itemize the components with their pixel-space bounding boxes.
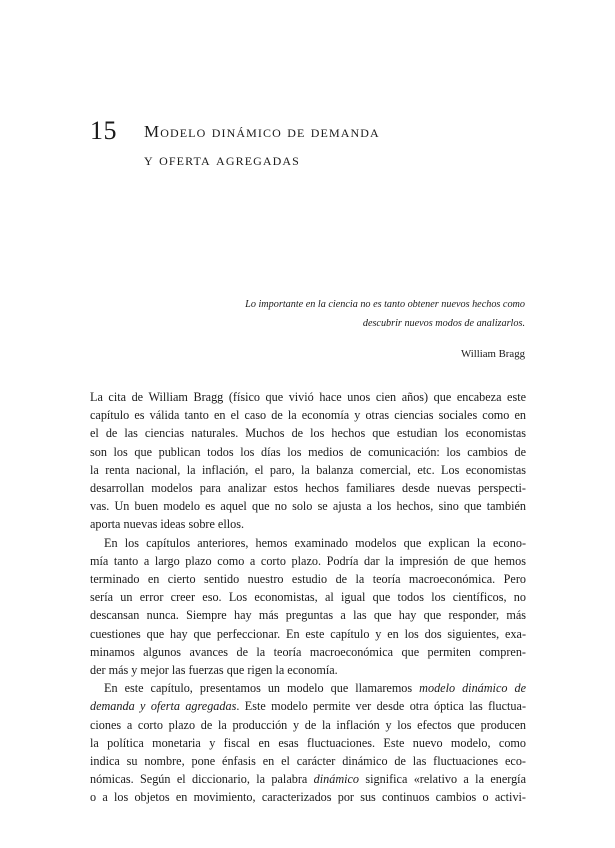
epigraph-author: William Bragg [460,348,525,360]
text-line: la renta nacional, la inflación, el paro, la balanza comercial, etc. Los economistas [90,462,526,477]
chapter-title-line: Modelo dinámico de demanda [144,122,380,141]
text-line [90,697,526,715]
chapter-title-line: y oferta agregadas [144,150,300,169]
text-line: La cita de William Bragg (físico que vivió hace unos cien años) que encabeza este [90,390,526,404]
text-line: desarrollan modelos para analizar estos hechos familiares desde nuevas perspecti- [90,481,526,496]
text-line: descansan nunca. Siempre hay más preguntas a las que hay que responder, más [90,608,526,623]
text-line: la política monetaria y fiscal en esas fluctuaciones. Este nuevo modelo, como [90,735,526,750]
text-run: En este capítulo, presentamos un modelo que llamaremos [104,681,420,696]
chapter-number: 15 [90,116,117,145]
text-line: En los capítulos anteriores, hemos examinado modelos que explican la econo- [104,535,526,550]
text-line [90,770,526,788]
chapter-title [144,118,544,174]
text-line: minamos algunos avances de la teoría macroeconómica que permiten compren- [90,644,526,659]
paragraph [90,679,526,806]
epigraph-line: Lo importante en la ciencia no es tanto obtener nuevos hechos como [245,299,525,310]
text-run: nómicas. Según el diccionario, la palabra [90,772,314,787]
text-line: aporta nuevas ideas sobre ellos. [90,517,244,532]
text-line [90,679,526,697]
epigraph-quote [200,295,525,333]
italic-term: dinámico [313,772,360,787]
text-line: cuestiones que hay que perfeccionar. En este capítulo y en los dos siguientes, exa- [90,626,526,641]
paragraph [90,534,526,680]
text-run: significa «relativo a la energía [359,772,526,787]
text-line: son los que publican todos los días los medios de comunicación: los cambios de [90,444,526,459]
italic-term: modelo dinámico de [419,681,526,696]
text-line: mía tanto a largo plazo como a corto plazo. Podría dar la impresión de que hemos [90,553,526,568]
italic-term: demanda y oferta agregadas [90,699,237,714]
text-line: ciones a corto plazo de la producción y de la inflación y los efectos que producen [90,717,526,732]
text-line: o a los objetos en movimiento, caracterizados por sus continuos cambios o activi- [90,790,526,805]
epigraph-line: descubrir nuevos modos de analizarlos. [362,318,525,329]
text-line: capítulo es válida tanto en el caso de la economía y otras ciencias sociales como en [90,408,526,423]
paragraph [90,388,526,534]
text-line: indica su nombre, pone énfasis en el carácter dinámico de las fluctuaciones eco- [90,754,526,769]
text-line: der más y mejor las fuerzas que rigen la economía. [90,663,338,678]
body-text [90,388,526,807]
text-line: el de las ciencias naturales. Muchos de los hechos que estudian los economistas [90,426,526,441]
text-line: sería un error creer eso. Los economistas, al igual que todos los científicos, no [90,590,526,605]
text-run: . Este modelo permite ver desde otra óptica las fluctua- [236,699,526,714]
text-line: terminado en cierto sentido nuestro estudio de la teoría macroeconómica. Pero [90,572,526,587]
text-line: vas. Un buen modelo es aquel que no solo se ajusta a los hechos, sino que también [90,499,526,514]
